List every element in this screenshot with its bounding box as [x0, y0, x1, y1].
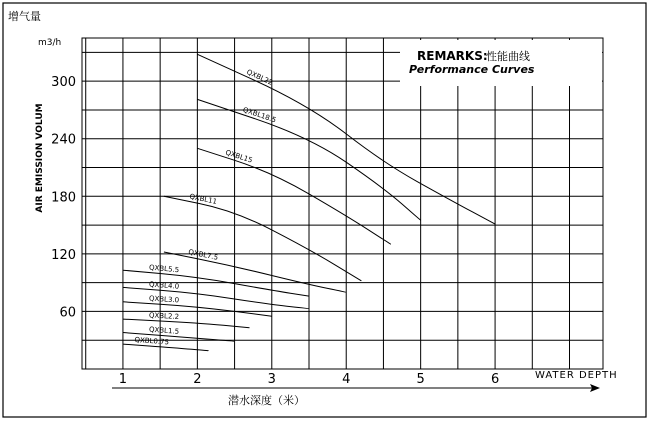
series-line [123, 319, 250, 328]
y-tick-label: 180 [51, 190, 76, 206]
remarks-title: REMARKS: [417, 49, 488, 63]
series-label: QXBL4.0 [148, 280, 180, 291]
series-line [164, 252, 346, 292]
y-tick-label: 120 [51, 247, 76, 263]
series-label: QXBL15 [224, 148, 254, 165]
x-tick-label: 1 [118, 372, 128, 387]
remarks-subtitle: Performance Curves [409, 63, 535, 76]
y-tick-label: 60 [59, 305, 76, 321]
x-tick-label: 5 [416, 372, 425, 387]
remarks-title-cn: 性能曲线 [486, 50, 530, 63]
x-tick-labels [119, 372, 499, 387]
series-label: QXBL0.75 [134, 335, 170, 347]
x-axis-label-cn: 潜水深度（米） [228, 394, 305, 407]
series-label: QXBL7.5 [187, 248, 219, 262]
corner-label: 增气量 [8, 10, 41, 23]
series-label: QXBL5.5 [148, 263, 180, 275]
series-label: QXBL18.5 [241, 105, 278, 125]
y-tick-labels [51, 75, 76, 320]
x-tick-label: 6 [490, 372, 500, 387]
x-tick-label: 3 [267, 372, 276, 387]
y-tick-label: 300 [51, 75, 76, 91]
series-label: QXBL2.2 [148, 311, 180, 321]
x-tick-label: 4 [342, 372, 351, 387]
y-unit-label: m3/h [38, 38, 62, 48]
y-tick-label: 240 [51, 132, 76, 148]
x-axis-label-en: WATER DEPTH [535, 370, 618, 381]
series-line [164, 196, 361, 280]
x-tick-label: 2 [193, 372, 202, 387]
series-label: QXBL22 [245, 68, 274, 87]
series-label: QXBL3.0 [148, 294, 180, 305]
y-axis-label: AIR EMISSION VOLUM [35, 103, 45, 213]
series-label: QXBL11 [188, 192, 218, 206]
series-label: QXBL1.5 [148, 325, 180, 336]
